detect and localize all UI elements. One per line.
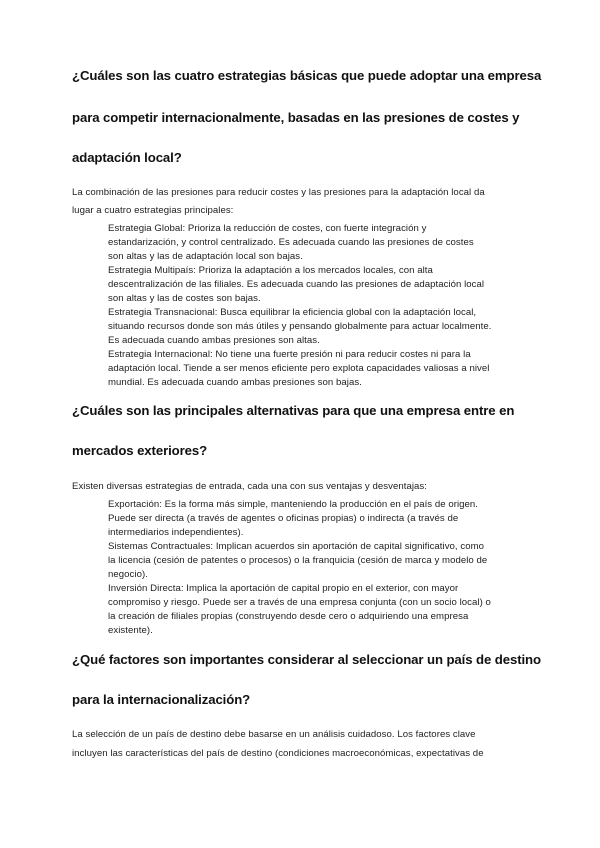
entry-item-line: la creación de filiales propias (construyendo desde cero o adquiriendo una empresa [108,611,469,622]
entry-item-line: la licencia (cesión de patentes o procesos) o la franquicia (cesión de marca y modelo de [108,555,488,566]
question-heading-line: para la internacionalización? [72,692,251,707]
strategy-item-line: mundial. Es adecuada cuando ambas presiones son bajas. [108,377,362,388]
strategy-item-line: adaptación local. Tiende a ser menos eficiente pero explota capacidades valiosas a nivel [108,363,490,374]
entry-item-line: negocio). [108,569,148,580]
entry-item-line: Exportación: Es la forma más simple, manteniendo la producción en el país de origen. [108,499,479,510]
entry-item-line: Puede ser directa (a través de agentes o oficinas propias) o indirecta (a través de [108,513,459,524]
strategy-item-line: Es adecuada cuando ambas presiones son altas. [108,335,320,346]
intro-line: Existen diversas estrategias de entrada, cada una con sus ventajas y desventajas: [72,481,427,492]
strategy-item-line: Estrategia Global: Prioriza la reducción de costes, con fuerte integración y [108,223,427,234]
strategy-item-line: Estrategia Transnacional: Busca equilibrar la eficiencia global con la adaptación local, [108,307,477,318]
question-heading-line: ¿Qué factores son importantes considerar al seleccionar un país de destino [72,652,541,667]
strategy-item-line: son altas y las de adaptación local son bajas. [108,251,303,262]
intro-line: La selección de un país de destino debe basarse en un análisis cuidadoso. Los factores clave [72,729,476,740]
question-heading-line: ¿Cuáles son las cuatro estrategias básicas que puede adoptar una empresa [72,68,542,83]
entry-item-line: Inversión Directa: Implica la aportación de capital propio en el exterior, con mayor [108,583,459,594]
entry-item-line: intermediarios independientes). [108,527,244,538]
strategy-item-line: Estrategia Multipaís: Prioriza la adaptación a los mercados locales, con alta [108,265,433,276]
intro-line: La combinación de las presiones para reducir costes y las presiones para la adaptación local da [72,187,485,198]
question-heading-line: mercados exteriores? [72,443,208,458]
strategy-item-line: situando recursos donde son más útiles y pensando globalmente para actuar localmente. [108,321,492,332]
question-heading-line: adaptación local? [72,150,182,165]
entry-item-line: existente). [108,625,153,636]
entry-item-line: Sistemas Contractuales: Implican acuerdos sin aportación de capital significativo, como [108,541,485,552]
strategy-item-line: Estrategia Internacional: No tiene una fuerte presión ni para reducir costes ni para la [108,349,471,360]
entry-item-line: compromiso y riesgo. Puede ser a través de una empresa conjunta (con un socio local) o [108,597,491,608]
question-heading-line: para competir internacionalmente, basadas en las presiones de costes y [72,110,520,125]
intro-line: lugar a cuatro estrategias principales: [72,205,234,216]
strategy-item-line: estandarización, y control centralizado. Es adecuada cuando las presiones de costes [108,237,474,248]
question-heading-line: ¿Cuáles son las principales alternativas para que una empresa entre en [72,403,515,418]
strategy-item-line: son altas y las de costes son bajas. [108,293,261,304]
strategy-item-line: descentralización de las filiales. Es adecuada cuando las presiones de adaptación local [108,279,485,290]
intro-line: incluyen las características del país de destino (condiciones macroeconómicas, expectativas de [72,748,484,759]
